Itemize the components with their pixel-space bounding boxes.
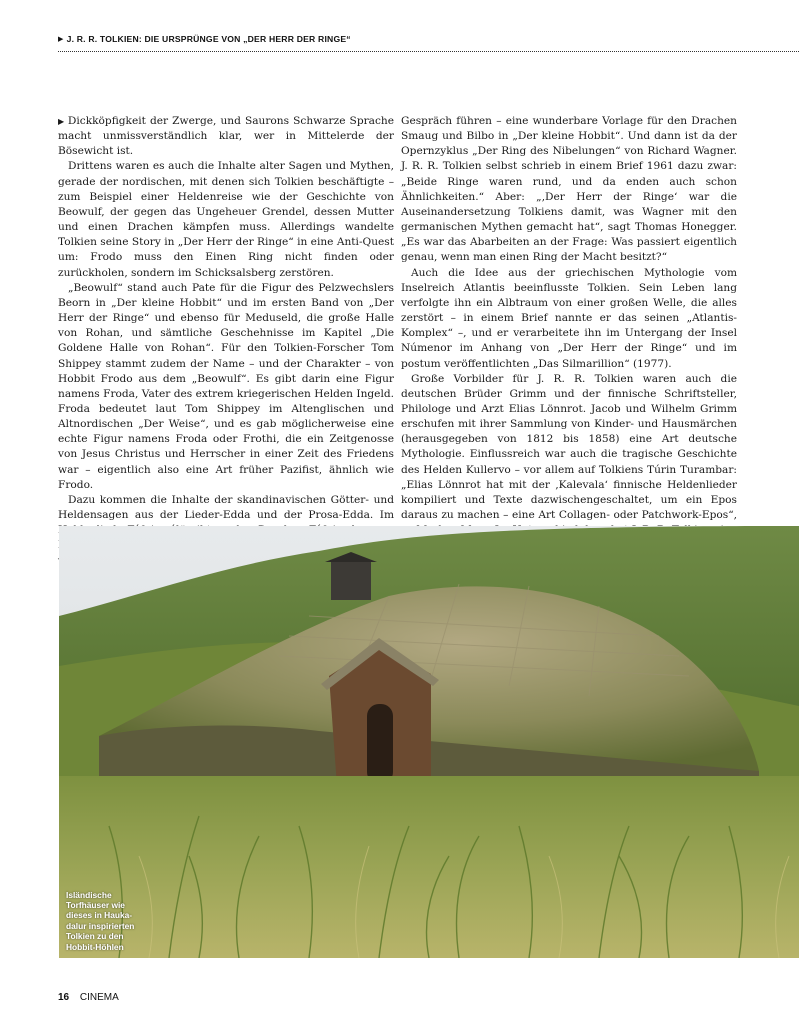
paragraph: Dazu kommen die Inhalte der skandinavischen Götter- und Heldensagen aus der Lieder-Edda und der Prosa-Edda. Im [58, 493, 394, 522]
header-dotted-rule [58, 51, 799, 52]
triangle-right-icon: ▶ [58, 36, 64, 43]
running-header [58, 34, 799, 44]
turf-house-photo [59, 526, 799, 958]
running-header-title: J. R. R. TOLKIEN: DIE URSPRÜNGE VON „DER HERR DER RINGE“ [66, 34, 351, 44]
paragraph: Auch die Idee aus der griechischen Mythologie vom Inselreich Atlantis beeinflusste Tolkien. Sein Leben lang verfolgte ihn ein Albtraum von einer großen Welle, die alles zerstört – in einem Brief nannte er das seinen „Atlantis-Komplex“ –, und er verarbeitete ihn im Untergang der Insel Númenor im Anhang von „Der Herr der Ringe“ und im postum veröffentlichten „Das Silmarillion“ (1977). [401, 266, 737, 370]
paragraph: ▶ Dickköpfigkeit der Zwerge, und Saurons Schwarze Sprache macht unmissverständlich klar, wer in Mittelerde der Bösewicht ist. [58, 115, 395, 158]
article-column-left [58, 114, 394, 569]
magazine-name: CINEMA [79, 992, 119, 1003]
page-number: 16 [58, 992, 70, 1003]
article-column-right [401, 114, 737, 554]
page-footer [58, 992, 119, 1003]
triangle-right-icon: ▶ [58, 117, 65, 126]
paragraph: „Beowulf“ stand auch Pate für die Figur des Pelzwechslers Beorn in „Der kleine Hobbit“ und im ersten Band von „Der Herr der Ringe“ und ebenso für Meduseld, die große Halle von Rohan, und sämtliche Geschehnisse im Kapitel „Die Goldene Halle von Rohan“. Für den Tolkien-Forscher Tom Shippey stammt zudem der Name – und der Charakter – von Hobbit Frodo aus dem „Beowulf“. Es gibt darin eine Figur namens Froda, Vater des extrem kriegerischen Helden Ingeld. Froda bedeutet laut Tom Shippey im Altenglischen und Altnordischen „Der Weise“, und es gab möglicherweise eine echte Figur namens Froda oder Frothi, die ein Zeitgenosse von Jesus Christus und Herrscher in einer Zeit des Friedens war – eigentlich also eine Art früher Pazifist, ähnlich wie Frodo. [58, 281, 394, 491]
paragraph: Drittens waren es auch die Inhalte alter Sagen und Mythen, gerade der nordischen, mit denen sich Tolkien beschäftigte – zum Beispiel einer Heldenreise wie der Geschichte von Beowulf, der gegen das Ungeheuer Grendel, dessen Mutter und einen Drachen kämpfen muss. Allerdings wandelte Tolkien seine Story in „Der Herr der Ringe“ in eine Anti-Quest um: Frodo muss den Einen Ring nicht finden oder zurückholen, sondern im Schicksalsberg zerstören. [58, 160, 394, 279]
photo-caption: Isländische Torfhäuser wie dieses in Hauka- dalur inspirierten Tolkien zu den Hobbit-Höhlen [66, 889, 135, 952]
paragraph: Große Vorbilder für J. R. R. Tolkien waren auch die deutschen Brüder Grimm und der finnische Schriftsteller, Philologe und Arzt Elias Lönnrot. Jacob und Wilhelm Grimm erschufen mit ihrer Sammlung von Kinder- und Hausmärchen (herausgegeben von 1812 bis 1858) eine Art deutsche Mythologie. Einflussreich war auch die tragische Geschichte des Helden Kullervo – vor allem auf Tolkiens Túrin Turambar: „Elias Lönnrot hat mit der ‚Kalevala‘ finnische Heldenlieder kompiliert und Texte dazwischengeschaltet, um ein Epos daraus zu machen – eine Art Collagen- oder Patchwork-Epos“, [401, 372, 737, 554]
paragraph: Gespräch führen – eine wunderbare Vorlage für den Drachen Smaug und Bilbo in „Der kleine Hobbit“. Und dann ist da der Opernzyklus „Der Ring des Nibelungen“ von Richard Wagner. J. R. R. Tolkien selbst schrieb in einem Brief 1961 dazu zwar: „Beide Ringe waren rund, und da enden auch schon Ähnlichkeiten.“ Aber: „‚Der Herr der Ringe‘ war die Auseinandersetzung Tolkiens damit, was Wagner mit den germanischen Mythen gemacht hat“, sagt Thomas Honegger. „Es war das Abarbeiten an der Frage: Was passiert eigentlich genau, wenn man einen Ring der Macht besitzt?“ [401, 115, 737, 264]
